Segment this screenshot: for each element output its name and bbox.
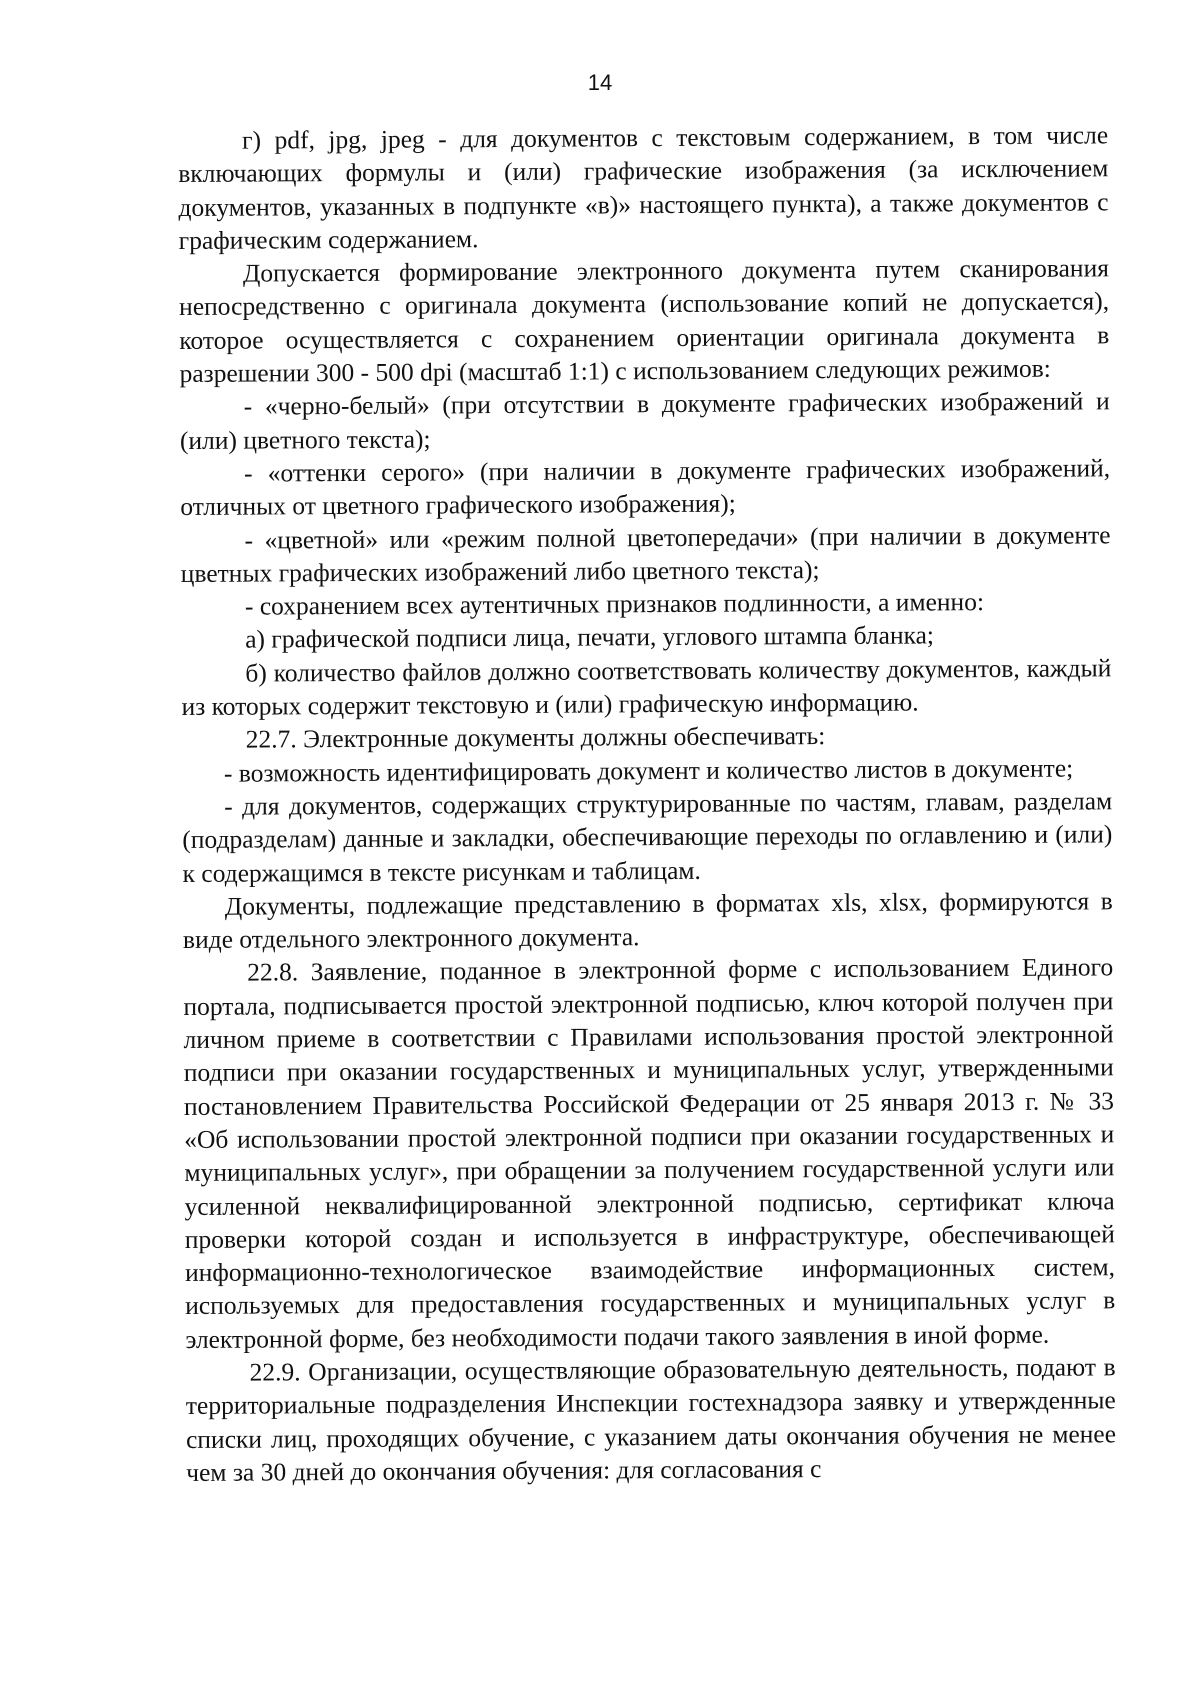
document-text [178, 118, 1116, 1489]
list-item-color: - «цветной» или «режим полной цветопередачи» (при наличии в документе цветных графических изображений либо цветного текста); [180, 519, 1111, 588]
list-item-signature: а) графической подписи лица, печати, углового штампа бланка; [245, 620, 935, 655]
list-item-file-count: б) количество файлов должно соответствовать количеству документов, каждый из которых содержит текстовую и (или) графическую информацию. [181, 653, 1112, 722]
page-number: 14 [587, 70, 613, 95]
section-22-8: 22.8. Заявление, поданное в электронной форме с использованием Единого портала, подписывается простой электронной подписью, ключ которой получен при личном приеме в соответствии с Правилами использования простой электронной подписи при оказании государственных и муниципальных услуг, утвержденными постановлением Правительства Российской Федерации от 25 января 2013 г. № 33 «Об использовании простой электронной подписи при оказании государственных и муниципальных услуг», при обращении за получением государственной услуги или усиленной неквалифицированной электронной подписью, сертификат ключа проверки которой создан и используется в инфраструктуре, обеспечивающей информационно-технологическое взаимодействие информационных систем, используемых для предоставления государственных и муниципальных услуг в электронной форме, без необходимости подачи такого заявления в иной форме. [183, 952, 1116, 1354]
list-item-authenticity: - сохранением всех аутентичных признаков подлинности, а именно: [244, 587, 985, 621]
list-item-black-white: - «черно-белый» (при отсутствии в документе графических изображений и (или) цветного текста); [179, 386, 1110, 455]
list-item-identify: - возможность идентифицировать документ и количество листов в документе; [223, 753, 1074, 788]
list-item-bookmarks: - для документов, содержащих структурированные по частям, главам, разделам (подразделам) данные и закладки, обеспечивающие переходы по оглавлению и (или) к содержащимся в тексте рисункам и таблицам. [182, 786, 1113, 888]
paragraph-format-g: г) pdf, jpg, jpeg - для документов с текстовым содержанием, в том числе включающих формулы и (или) графические изображения (за исключением документов, указанных в подпункте «в)» настоящего пункта), а также документов с графическим содержанием. [178, 120, 1109, 255]
paragraph-xls-formats: Документы, подлежащие представлению в форматах xls, xlsx, формируются в виде отдельного электронного документа. [182, 886, 1113, 955]
paragraph-scanning: Допускается формирование электронного документа путем сканирования непосредственно с оригинала документа (использование копий не допускается), которое осуществляется с сохранением ориентации оригинала документа в разрешении 300 - 500 dpi (масштаб 1:1) с использованием следующих режимов: [179, 253, 1110, 389]
section-22-9: 22.9. Организации, осуществляющие образовательную деятельность, подают в территориальные подразделения Инспекции гостехнадзора заявку и утвержденные списки лиц, проходящих обучение, с указанием даты окончания обучения не менее чем за 30 дней до окончания обучения: для согласования с [185, 1352, 1117, 1487]
list-item-grayscale: - «оттенки серого» (при наличии в документе графических изображений, отличных от цветного графического изображения); [180, 453, 1111, 522]
section-22-7-heading: 22.7. Электронные документы должны обеспечивать: [245, 721, 826, 754]
